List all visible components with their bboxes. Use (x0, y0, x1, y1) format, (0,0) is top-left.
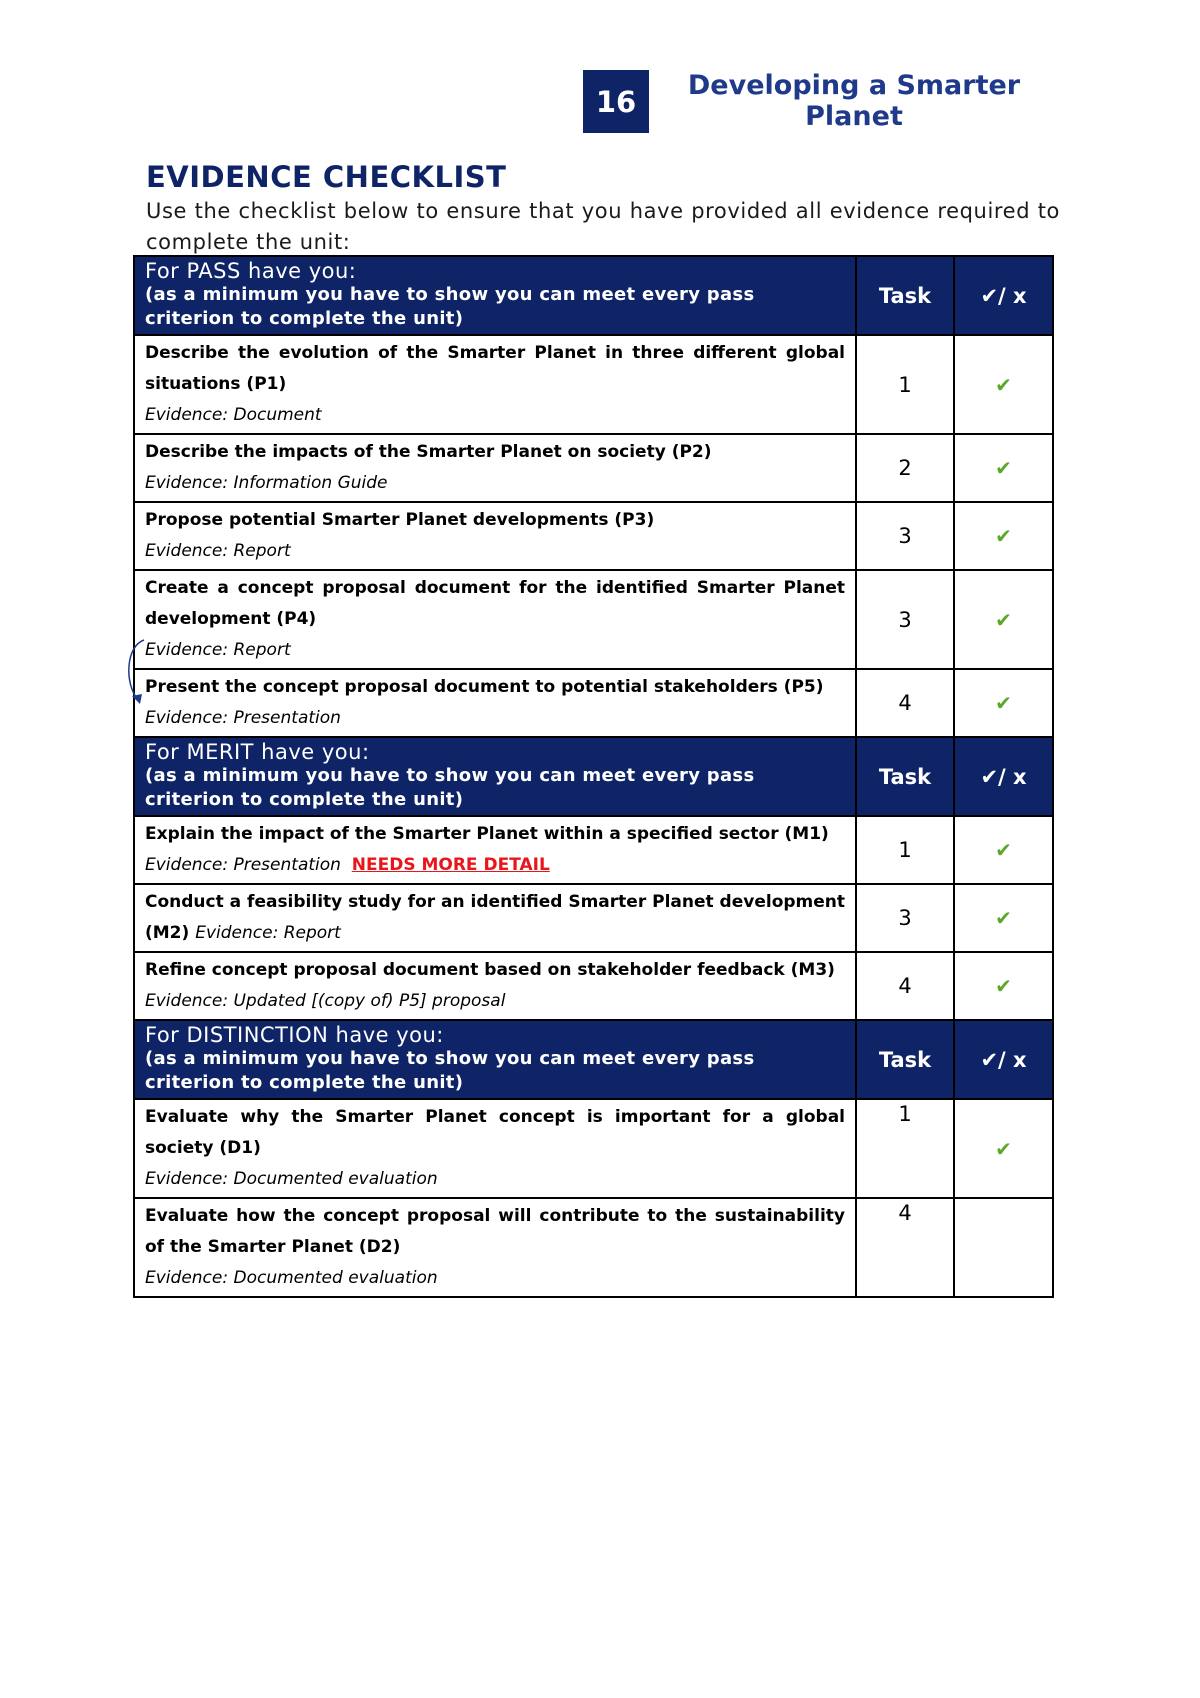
task-number: 4 (856, 669, 954, 737)
section-subtitle: (as a minimum you have to show you can meet every pass criterion to complete the unit) (145, 765, 755, 810)
evidence-checklist-table (133, 255, 1054, 1298)
section-header-text (134, 1020, 856, 1099)
check-column-header: ✔/ x (954, 737, 1053, 816)
task-number: 1 (856, 1099, 954, 1198)
evidence-text: Evidence: Report (145, 541, 291, 561)
unit-title: Developing a Smarter Planet (687, 70, 1021, 132)
page-heading: EVIDENCE CHECKLIST (146, 160, 507, 194)
unit-number-badge: 16 (583, 70, 649, 133)
criterion-text: Create a concept proposal document for the identified Smarter Planet development (P4) (145, 578, 845, 629)
task-number: 4 (856, 952, 954, 1020)
margin-arrow-icon (124, 638, 150, 708)
check-mark-icon: ✔ (954, 570, 1053, 669)
evidence-text: Evidence: Documented evaluation (145, 1268, 438, 1288)
table-row (134, 502, 1053, 570)
section-header-text (134, 737, 856, 816)
table-row (134, 669, 1053, 737)
task-number: 3 (856, 502, 954, 570)
table-row (134, 816, 1053, 884)
check-mark-icon: ✔ (954, 502, 1053, 570)
task-column-header: Task (856, 256, 954, 335)
evidence-text: Evidence: Documented evaluation (145, 1169, 438, 1189)
check-mark-icon: ✔ (954, 335, 1053, 434)
criterion-line (145, 887, 845, 949)
criterion-cell (134, 1198, 856, 1297)
criterion-text: Evaluate why the Smarter Planet concept is important for a global society (D1) (145, 1107, 845, 1158)
check-mark-icon: ✔ (954, 1099, 1053, 1198)
table-row (134, 335, 1053, 434)
check-mark-icon (954, 1198, 1053, 1297)
pass-section-header (134, 256, 1053, 335)
table-row (134, 434, 1053, 502)
criterion-cell (134, 335, 856, 434)
check-mark-icon: ✔ (954, 816, 1053, 884)
evidence-text: Evidence: Presentation (145, 708, 341, 728)
criterion-cell (134, 884, 856, 952)
table-row (134, 952, 1053, 1020)
criterion-text: Conduct a feasibility study for an identified Smarter Planet development (M2) (145, 892, 846, 943)
criterion-text: Propose potential Smarter Planet developments (P3) (145, 510, 655, 530)
criterion-cell (134, 1099, 856, 1198)
table-row (134, 1198, 1053, 1297)
section-title: For DISTINCTION have you: (145, 1023, 444, 1047)
criterion-cell (134, 952, 856, 1020)
needs-detail-note: NEEDS MORE DETAIL (351, 855, 550, 875)
section-header-text (134, 256, 856, 335)
criterion-cell (134, 502, 856, 570)
table-row (134, 1099, 1053, 1198)
table-row (134, 570, 1053, 669)
task-column-header: Task (856, 737, 954, 816)
criterion-cell (134, 816, 856, 884)
evidence-text: Evidence: Presentation (145, 855, 341, 875)
section-subtitle: (as a minimum you have to show you can meet every pass criterion to complete the unit) (145, 1048, 755, 1093)
evidence-text: Evidence: Report (195, 923, 341, 943)
merit-section-header (134, 737, 1053, 816)
check-column-header: ✔/ x (954, 1020, 1053, 1099)
check-column-header: ✔/ x (954, 256, 1053, 335)
criterion-text: Describe the evolution of the Smarter Planet in three different global situations (P1) (145, 343, 845, 394)
evidence-text: Evidence: Report (145, 640, 291, 660)
check-mark-icon: ✔ (954, 669, 1053, 737)
task-number: 4 (856, 1198, 954, 1297)
criterion-text: Refine concept proposal document based on stakeholder feedback (M3) (145, 960, 835, 980)
task-number: 3 (856, 570, 954, 669)
criterion-text: Describe the impacts of the Smarter Planet on society (P2) (145, 442, 712, 462)
intro-text: Use the checklist below to ensure that you have provided all evidence required to complete the unit: (146, 199, 1060, 254)
evidence-text: Evidence: Updated [(copy of) P5] proposal (145, 991, 506, 1011)
criterion-cell (134, 434, 856, 502)
criterion-cell (134, 570, 856, 669)
task-number: 1 (856, 335, 954, 434)
criterion-text: Explain the impact of the Smarter Planet within a specified sector (M1) (145, 824, 829, 844)
check-mark-icon: ✔ (954, 884, 1053, 952)
task-number: 1 (856, 816, 954, 884)
section-subtitle: (as a minimum you have to show you can meet every pass criterion to complete the unit) (145, 284, 755, 329)
table-row (134, 884, 1053, 952)
evidence-text: Evidence: Document (145, 405, 322, 425)
section-title: For MERIT have you: (145, 740, 370, 764)
check-mark-icon: ✔ (954, 434, 1053, 502)
criterion-cell (134, 669, 856, 737)
task-column-header: Task (856, 1020, 954, 1099)
criterion-text: Evaluate how the concept proposal will contribute to the sustainability of the Smarter Planet (D2) (145, 1206, 845, 1257)
evidence-line (145, 850, 845, 881)
task-number: 3 (856, 884, 954, 952)
evidence-text: Evidence: Information Guide (145, 473, 388, 493)
check-mark-icon: ✔ (954, 952, 1053, 1020)
criterion-text: Present the concept proposal document to potential stakeholders (P5) (145, 677, 824, 697)
task-number: 2 (856, 434, 954, 502)
distinction-section-header (134, 1020, 1053, 1099)
section-title: For PASS have you: (145, 259, 357, 283)
